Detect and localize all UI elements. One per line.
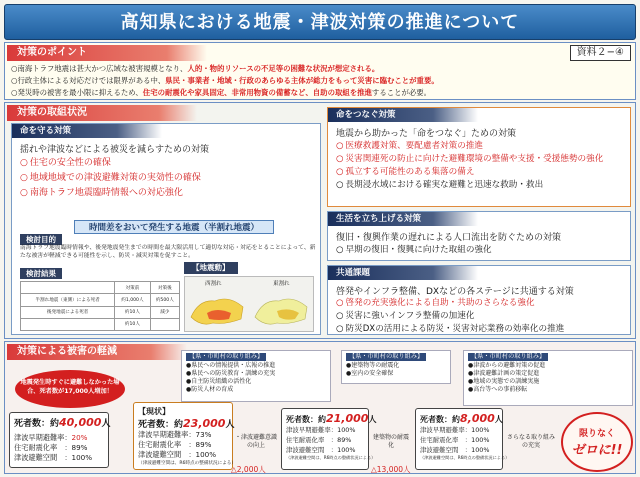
connect-life-panel: [327, 107, 631, 207]
list-item: ○ 孤立する可能性のある集落の備え: [336, 166, 603, 179]
measures-box: [463, 350, 633, 406]
purpose-heading: 検討目的: [20, 234, 62, 245]
death-count-title: 死者数：約8,000人: [420, 412, 503, 425]
rate-rows: [420, 425, 498, 455]
rate-row: 津波避難空間 ：100%: [420, 446, 490, 454]
list-item: ○ 長期浸水域における確実な避難と迅速な救助・救出: [336, 179, 603, 192]
table-row: 後発地震による死者 約10人 減少: [21, 306, 180, 318]
footnote: （津波避難空間は、R6時点の整備状況による）: [420, 455, 510, 460]
map-label: 東割れ: [273, 281, 290, 287]
common-list: [336, 297, 564, 336]
measures-box: [181, 350, 331, 402]
table-row: 対策前 対策後: [21, 282, 180, 294]
list-item: ○ 早期の復旧・復興に向けた取組の強化: [336, 244, 492, 257]
rate-rows: [286, 425, 364, 455]
result-heading: 検討結果: [20, 268, 62, 279]
page-title: 高知県における地震・津波対策の推進について: [4, 4, 636, 40]
list-item: ○ 南海トラフ地震臨時情報への対応強化: [20, 186, 201, 201]
point-line: ○南海トラフ地震は甚大かつ広域な被害規模となり、人的・物的リソースの不足等の困難な状況が想定される。: [11, 64, 380, 73]
revive-list: [336, 244, 492, 257]
protect-list: [20, 156, 201, 201]
list-item: ○ 啓発の充実強化による自助・共助のさらなる強化: [336, 297, 564, 310]
revive-life-panel: [327, 211, 631, 261]
death-count-box: [281, 408, 377, 470]
connect-list: [336, 140, 603, 192]
section-tag-points: 対策のポイント: [7, 45, 207, 61]
rate-row: 住宅耐震化率 ：89%: [14, 443, 88, 452]
rate-row: 津波避難空間 ：100%: [14, 453, 93, 462]
status-section: [4, 102, 636, 339]
list-item: ○ 住宅の安全性の確保: [20, 156, 201, 171]
panel-heading: 命をつなぐ対策: [328, 108, 478, 122]
panel-lead: 揺れや津波などによる被災を減らすための対策: [20, 145, 210, 155]
reduction-delta: △13,000人: [371, 465, 411, 474]
damage-reduction-section: [4, 341, 636, 474]
footnote: （津波避難空間は、R6時点の整備状況による）: [138, 461, 236, 466]
measure-item: ●県民への情報提供・広報の推進: [186, 362, 276, 369]
panel-heading: 生活を立ち上げる対策: [328, 212, 478, 226]
purpose-body: 南海トラフ地震臨時情報や、後発地震発生までの時間を最大限活用して適切な対応・対応をとることによって、新たな被害が軽減できる可能性を示し、防災・減災対策を促すこと。: [20, 245, 316, 259]
map-heading: 【地震動】: [184, 262, 238, 274]
section-tag-status: 対策の取組状況: [7, 105, 197, 121]
measure-item: ●自主防災組織の活性化: [186, 378, 252, 385]
death-count-box: [9, 412, 109, 468]
measure-item: ●津波避難計画の策定促進: [468, 370, 540, 377]
rate-row: 津波早期避難率：100%: [286, 426, 356, 434]
rate-row: 津波避難空間 ：100%: [286, 446, 356, 454]
document-label: 資料２−④: [570, 45, 631, 61]
rate-row: 住宅耐震化率 ：89%: [138, 440, 212, 449]
current-label: 【現状】: [138, 407, 170, 416]
measures-heading: 【県・市町村の取り組み】: [186, 353, 266, 361]
arrow-label: 建築物の耐震化: [372, 434, 409, 449]
footnote: （津波避難空間は、R6時点の整備状況による）: [286, 455, 376, 460]
half-split-title: 時間差をおいて発生する地震（半割れ地震）: [74, 220, 274, 234]
reduction-delta: △2,000人: [231, 465, 266, 474]
list-item: ○ 災害関連死の防止に向けた避難環境の整備や支援・受援態勢の強化: [336, 153, 603, 166]
point-line: ○行政主体による対応だけでは限界がある中、県民・事業者・地域・行政のあらゆる主体が総力をもって災害に臨むことが重要。: [11, 76, 439, 85]
panel-heading: 共通課題: [328, 266, 478, 280]
section-tag-reduction: 対策による被害の軽減: [7, 344, 187, 360]
rate-row: 津波早期避難率：20%: [14, 433, 88, 442]
list-item: ○ 災害に強いインフラ整備の加速化: [336, 310, 564, 323]
measure-item: ●津波からの避難対策の促進: [468, 362, 546, 369]
death-count-title: 死者数：約21,000人: [286, 412, 377, 425]
measures-heading: 【県・市町村の取り組み】: [346, 353, 426, 361]
common-issues-panel: [327, 265, 631, 335]
points-lines: [11, 63, 629, 99]
rate-row: 住宅耐震化率 ：100%: [420, 436, 490, 444]
measure-item: ●建築物等の耐震化: [346, 362, 400, 369]
panel-lead: 啓発やインフラ整備、DXなどの各ステージに共通する対策: [336, 287, 574, 297]
panel-lead: 地震から助かった「命をつなぐ」ための対策: [336, 129, 517, 139]
goal-zero-badge: [561, 412, 633, 472]
measure-item: ●防災人材の育成: [186, 386, 234, 393]
rate-row: 津波避難空間 ：100%: [138, 450, 217, 459]
measure-item: ●地域の実態での訓練実施: [468, 378, 540, 385]
goal-text: 限りなく: [578, 429, 615, 439]
goal-zero-text: ゼロに!!: [571, 443, 623, 458]
death-count-title: 死者数：約23,000人: [138, 417, 235, 430]
seismic-map: [184, 276, 314, 332]
rate-row: 住宅耐震化率 ：89%: [286, 436, 352, 444]
protect-life-panel: [11, 123, 321, 335]
measures-box: [341, 350, 451, 384]
death-count-title: 死者数：約40,000人: [14, 416, 111, 429]
measure-item: ●室内の安全確保: [346, 370, 394, 377]
death-count-box: [415, 408, 510, 470]
shikoku-map-icon: [185, 277, 315, 333]
table-row: 約10人: [21, 318, 180, 330]
panel-lead: 復旧・復興作業の遅れによる人口流出を防ぐための対策: [336, 233, 562, 243]
measure-item: ●県民への防災教育・訓練の充実: [186, 370, 276, 377]
list-item: ○ 地域地域での津波避難対策の実効性の確保: [20, 171, 201, 186]
arrow-label: ・津波避難意識の向上: [235, 434, 278, 449]
measures-heading: 【県・市町村の取り組み】: [468, 353, 548, 361]
list-item: ○ 防災DXの活用による防災・災害対応業務の効率化の推進: [336, 323, 564, 336]
result-table: [20, 281, 180, 331]
policy-points-section: [4, 42, 636, 100]
current-death-count-box: [133, 402, 236, 470]
point-line: ○発災時の被害を最小限に抑えるため、住宅の耐震化や家具固定、非常用物資の備蓄など、自助の取組を推進することが必要。: [11, 88, 432, 97]
rate-rows: [14, 433, 104, 463]
panel-heading: 命を守る対策: [12, 124, 162, 138]
table-row: 半割れ地震（東側）による死者 約1,000人 約500人: [21, 294, 180, 306]
measure-item: ●高台等への事前移転: [468, 386, 528, 393]
warning-banner: 地震発生時すぐに避難しなかった場合、死者数が17,000人増加！: [15, 370, 125, 408]
list-item: ○ 医療救護対策、要配慮者対策の推進: [336, 140, 603, 153]
map-label: 西割れ: [205, 281, 222, 287]
arrow-label: さらなる取り組みの充実: [506, 434, 555, 449]
rate-rows: [138, 430, 228, 460]
rate-row: 津波早期避難率：73%: [138, 430, 212, 439]
rate-row: 津波早期避難率：100%: [420, 426, 490, 434]
